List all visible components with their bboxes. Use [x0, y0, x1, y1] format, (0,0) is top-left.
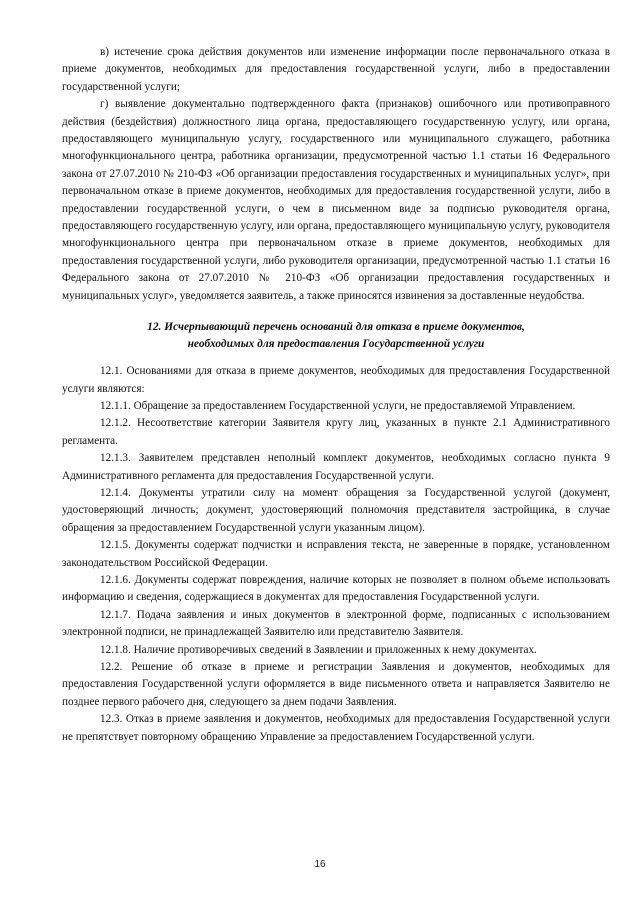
paragraph-item-g: г) выявление документально подтвержденного факта (признаков) ошибочного или противоправного действия (бездействия) должностного лица органа, предоставляющего государственную услугу, или органа, предоставляющего муниципальную услугу, государственного или муниципального служащего, работника многофункционального центра, работника организации, предусмотренной частью 1.1 статьи 16 Федерального закона от 27.07.2010 № 210-ФЗ «Об организации предоставления государственных и муниципальных услуг», при первоначальном отказе в приеме документов, необходимых для предоставления государственной услуги, либо в предоставлении государственной услуги, о чем в письменном виде за подписью руководителя органа, предоставляющего государственную услугу, или органа, предоставляющего муниципальную услугу, руководителя многофункционального центра при первоначальном отказе в приеме документов, необходимых для предоставления государственной услуги, либо руководителя организации, предусмотренной частью 1.1 статьи 16 Федерального закона от 27.07.2010 № 210-ФЗ «Об организации предоставления государственных и муниципальных услуг», уведомляется заявитель, а также приносятся извинения за доставленные неудобства. [62, 98, 610, 302]
paragraph-12-1-6: 12.1.6. Документы содержат повреждения, наличие которых не позволяет в полном объеме использовать информацию и сведения, содержащиеся в документах для предоставления Государственной услуги. [62, 573, 610, 604]
section-heading-line-2: необходимых для предоставления Государственной услуги [187, 338, 485, 351]
section-12-heading [62, 319, 610, 353]
paragraph-12-1-2: 12.1.2. Несоответствие категории Заявителя кругу лиц, указанных в пункте 2.1 Административного регламента. [62, 417, 610, 447]
paragraph-item-v: в) истечение срока действия документов или изменение информации после первоначального отказа в приеме документов, необходимых для предоставления государственной услуги, либо в предоставлении государственной услуги; [62, 46, 610, 93]
paragraph-12-1-1: 12.1.1. Обращение за предоставлением Государственной услуги, не предоставляемой Управлением. [100, 399, 576, 412]
paragraph-12-1: 12.1. Основаниями для отказа в приеме документов, необходимых для предоставления Государственной услуги являются: [62, 365, 610, 395]
paragraph-12-1-3: 12.1.3. Заявителем представлен неполный комплект документов, необходимых согласно пункта 9 Административного регламента для предоставления Государственной услуги. [62, 452, 610, 482]
paragraph-12-3: 12.3. Отказ в приеме заявления и документов, необходимых для предоставления Государственной услуги не препятствует повторному обращению Управление за предоставлением Государственной услуги. [62, 713, 610, 743]
section-heading-line-1: 12. Исчерпывающий перечень оснований для отказа в приеме документов, [147, 321, 525, 334]
page-number: 16 [314, 859, 326, 870]
paragraph-12-1-5: 12.1.5. Документы содержат подчистки и исправления текста, не заверенные в порядке, установленном законодательством Российской Федерации. [62, 539, 610, 569]
paragraph-12-1-4: 12.1.4. Документы утратили силу на момент обращения за Государственной услугой (документ, удостоверяющий личность; документ, удостоверяющий полномочия представителя застройщика, в случае обращения за предоставлением Государственной услуги указанным лицом). [62, 486, 610, 534]
paragraph-12-1-8: 12.1.8. Наличие противоречивых сведений в Заявлении и приложенных к нему документах. [100, 643, 537, 656]
paragraph-12-1-7: 12.1.7. Подача заявления и иных документов в электронной форме, подписанных с использованием электронной подписи, не принадлежащей Заявителю или представителю Заявителя. [62, 608, 610, 639]
paragraph-12-2: 12.2. Решение об отказе в приеме и регистрации Заявления и документов, необходимых для предоставления Государственной услуги оформляется в виде письменного ответа и направляется Заявителю не позднее первого рабочего дня, следующего за днем подачи Заявления. [62, 661, 610, 708]
